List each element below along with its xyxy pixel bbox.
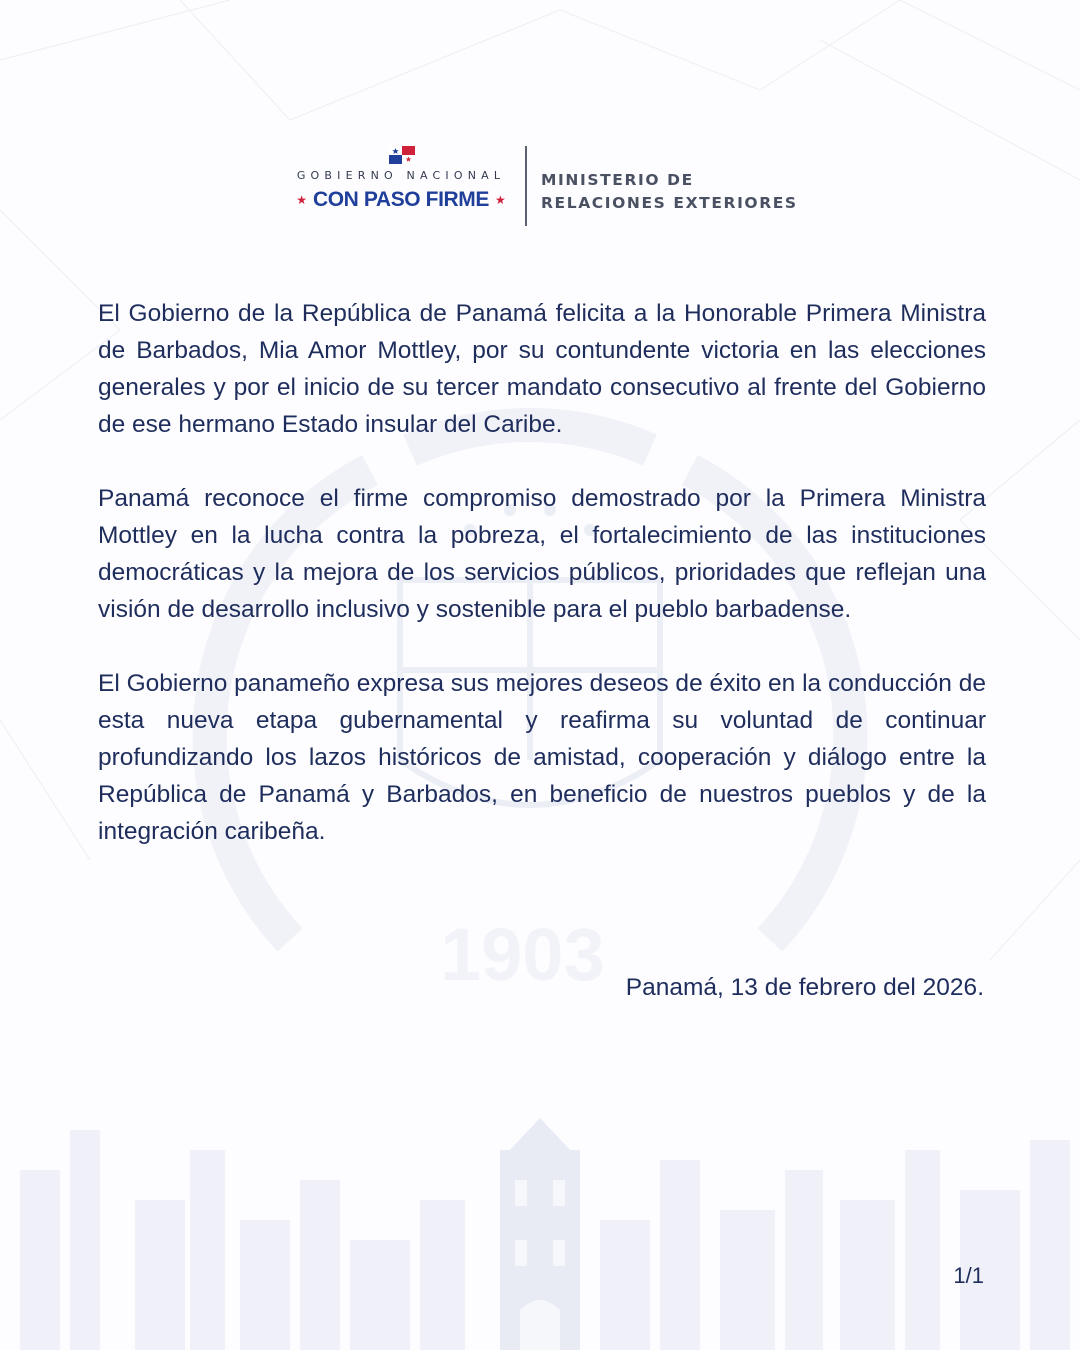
paragraph-2: Panamá reconoce el firme compromiso demostrado por la Primera Ministra Mottley en la lucha contra la pobreza, el fortalecimiento de las instituciones democráticas y la mejora de los servicios públicos, prioridades que reflejan una visión de desarrollo inclusivo y sostenible para el pueblo barbadense. <box>98 485 986 623</box>
watermark-year: 1903 <box>440 913 605 996</box>
header-divider <box>525 146 527 226</box>
panama-flag-icon <box>389 146 415 164</box>
star-icon: ★ <box>296 193 307 207</box>
government-slogan: CON PASO FIRME <box>312 188 490 211</box>
ministry-line-2: RELACIONES EXTERIORES <box>541 194 798 212</box>
ministry-line-1: MINISTERIO DE <box>541 171 694 189</box>
page-number: 1/1 <box>953 1263 984 1288</box>
statement-date: Panamá, 13 de febrero del 2026. <box>625 974 984 1001</box>
city-skyline-decoration <box>0 1110 1080 1350</box>
government-label: GOBIERNO NACIONAL <box>296 169 506 182</box>
ministry-name <box>541 169 798 215</box>
paragraph-3: El Gobierno panameño expresa sus mejores deseos de éxito en la conducción de esta nueva etapa gubernamental y reafirma su voluntad de continuar profundizando los lazos históricos de amistad, cooperación y diálogo entre la República de Panamá y Barbados, en beneficio de nuestros pueblos y de la integración caribeña. <box>98 670 986 845</box>
government-logo <box>288 138 514 233</box>
statement-body <box>98 295 986 887</box>
government-slogan-row <box>288 186 514 214</box>
star-icon: ★ <box>495 193 506 207</box>
paragraph-1: El Gobierno de la República de Panamá felicita a la Honorable Primera Ministra de Barbados, Mia Amor Mottley, por su contundente victoria en las elecciones generales y por el inicio de su tercer mandato consecutivo al frente del Gobierno de ese hermano Estado insular del Caribe. <box>98 300 986 438</box>
header <box>0 138 1080 233</box>
